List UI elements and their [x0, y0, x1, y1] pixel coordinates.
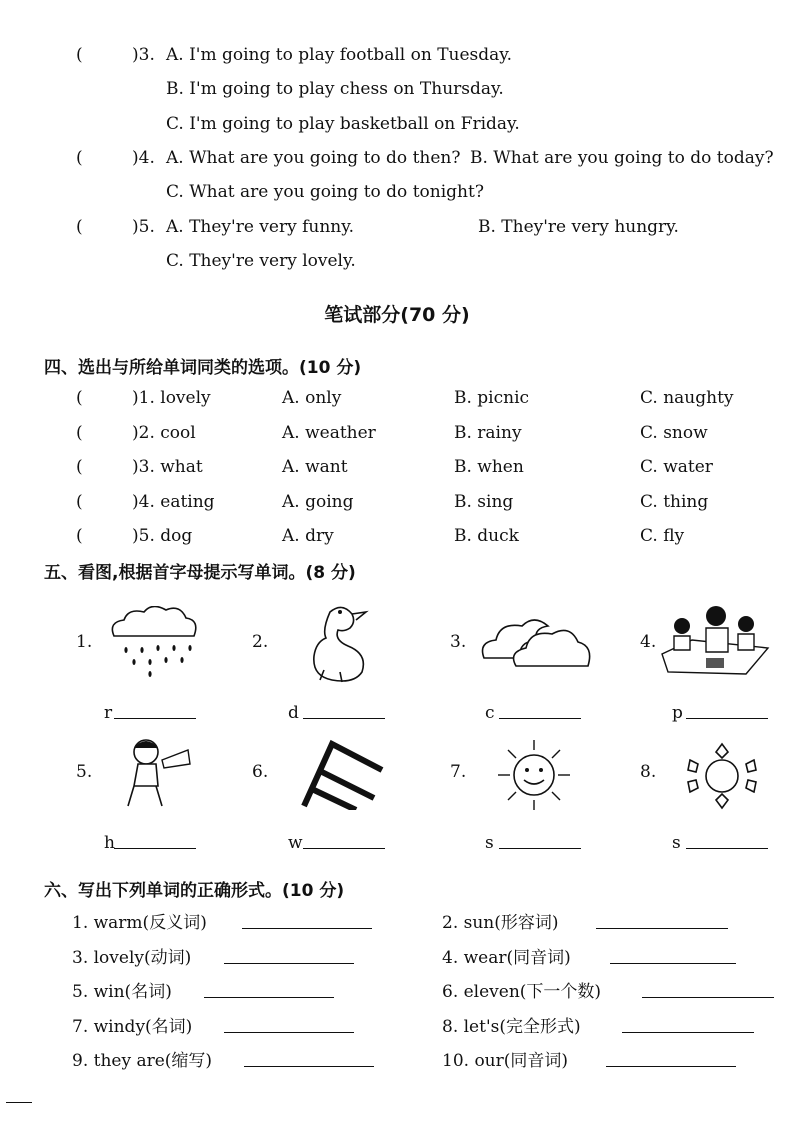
answer-paren: ( — [76, 457, 83, 477]
item-number: 7. — [450, 762, 467, 782]
answer-blank[interactable] — [610, 947, 736, 964]
answer-blank[interactable] — [686, 702, 768, 719]
option-c: C. water — [640, 457, 713, 477]
answer-blank[interactable] — [596, 912, 728, 929]
answer-blank[interactable] — [242, 912, 372, 929]
item-number: 1. — [76, 632, 93, 652]
question-number: )3. — [132, 45, 155, 65]
option-b: B. What are you going to do today? — [470, 148, 774, 168]
word-prompt: 5. win(名词) — [72, 982, 172, 1002]
word-prompt: 9. they are(缩写) — [72, 1051, 213, 1071]
answer-paren: ( — [76, 148, 83, 168]
option-a: A. going — [282, 491, 354, 512]
answer-paren: ( — [76, 217, 83, 237]
option-c: C. thing — [640, 491, 709, 512]
item-number: 5. — [76, 762, 93, 782]
answer-paren: ( — [76, 526, 83, 546]
section6-heading: 六、写出下列单词的正确形式。(10 分) — [44, 881, 345, 901]
option-c: C. snow — [640, 422, 708, 443]
item-number: 6. — [252, 762, 269, 782]
answer-blank[interactable] — [114, 702, 196, 719]
option-b: B. They're very hungry. — [478, 217, 679, 237]
item-number: 2. — [252, 632, 269, 652]
option-a: A. weather — [282, 422, 376, 443]
answer-blank[interactable] — [204, 981, 334, 998]
answer-paren: ( — [76, 388, 83, 408]
option-a: A. They're very funny. — [166, 217, 354, 237]
answer-blank[interactable] — [224, 947, 354, 964]
word-prompt: 6. eleven(下一个数) — [442, 982, 602, 1002]
answer-blank[interactable] — [303, 702, 385, 719]
letter-hint: r — [104, 703, 113, 723]
section5-heading: 五、看图,根据首字母提示写单词。(8 分) — [44, 563, 356, 583]
answer-paren: ( — [76, 45, 83, 65]
word-prompt: 8. let's(完全形式) — [442, 1016, 581, 1037]
word-prompt: 4. wear(同音词) — [442, 947, 571, 968]
word-prompt: 7. windy(名词) — [72, 1016, 193, 1037]
answer-blank[interactable] — [642, 981, 774, 998]
answer-blank[interactable] — [114, 832, 196, 849]
option-a: A. What are you going to do then? — [166, 148, 461, 168]
option-b: B. when — [454, 457, 524, 477]
option-c: C. They're very lovely. — [166, 251, 356, 271]
wind-icon — [298, 738, 388, 810]
answer-paren: ( — [76, 491, 83, 512]
option-c: C. What are you going to do tonight? — [166, 182, 484, 202]
answer-blank[interactable] — [606, 1050, 736, 1067]
rain-cloud-icon — [104, 606, 204, 686]
word-prompt: 10. our(同音词) — [442, 1051, 569, 1071]
option-c: C. naughty — [640, 388, 734, 408]
option-a: A. I'm going to play football on Tuesday. — [166, 45, 513, 65]
question-word: )1. lovely — [132, 388, 211, 408]
option-c: C. I'm going to play basketball on Friday. — [166, 114, 520, 134]
option-b: B. duck — [454, 526, 519, 546]
item-number: 3. — [450, 632, 467, 652]
answer-blank[interactable] — [499, 702, 581, 719]
question-word: )5. dog — [132, 526, 193, 546]
snowflake-icon — [676, 738, 768, 814]
question-word: )4. eating — [132, 491, 215, 512]
letter-hint: w — [288, 833, 303, 853]
answer-blank[interactable] — [224, 1016, 354, 1033]
duck-icon — [300, 600, 380, 688]
written-section-title: 笔试部分(70 分) — [324, 304, 470, 326]
letter-hint: h — [104, 833, 115, 853]
option-a: A. only — [282, 388, 342, 408]
cloud-icon — [478, 614, 594, 670]
answer-blank[interactable] — [499, 832, 581, 849]
item-number: 4. — [640, 632, 657, 652]
letter-hint: p — [672, 703, 683, 723]
item-number: 8. — [640, 762, 657, 782]
question-word: )2. cool — [132, 422, 196, 443]
section4-heading: 四、选出与所给单词同类的选项。(10 分) — [44, 358, 362, 378]
question-word: )3. what — [132, 457, 203, 477]
option-a: A. want — [282, 457, 348, 477]
option-b: B. picnic — [454, 388, 530, 408]
option-b: B. rainy — [454, 422, 522, 443]
letter-hint: s — [485, 833, 494, 853]
picnic-icon — [658, 602, 770, 682]
page-rule — [6, 1102, 32, 1103]
hot-boy-icon — [118, 734, 194, 814]
letter-hint: c — [485, 703, 495, 723]
word-prompt: 3. lovely(动词) — [72, 947, 192, 968]
question-number: )4. — [132, 148, 155, 168]
sun-icon — [488, 738, 580, 812]
word-prompt: 1. warm(反义词) — [72, 913, 207, 933]
option-c: C. fly — [640, 526, 685, 546]
answer-blank[interactable] — [303, 832, 385, 849]
option-b: B. I'm going to play chess on Thursday. — [166, 79, 504, 99]
option-a: A. dry — [282, 526, 334, 546]
letter-hint: d — [288, 703, 299, 723]
word-prompt: 2. sun(形容词) — [442, 913, 559, 933]
answer-paren: ( — [76, 422, 83, 443]
answer-blank[interactable] — [622, 1016, 754, 1033]
letter-hint: s — [672, 833, 681, 853]
answer-blank[interactable] — [244, 1050, 374, 1067]
option-b: B. sing — [454, 491, 514, 512]
answer-blank[interactable] — [686, 832, 768, 849]
question-number: )5. — [132, 217, 155, 237]
